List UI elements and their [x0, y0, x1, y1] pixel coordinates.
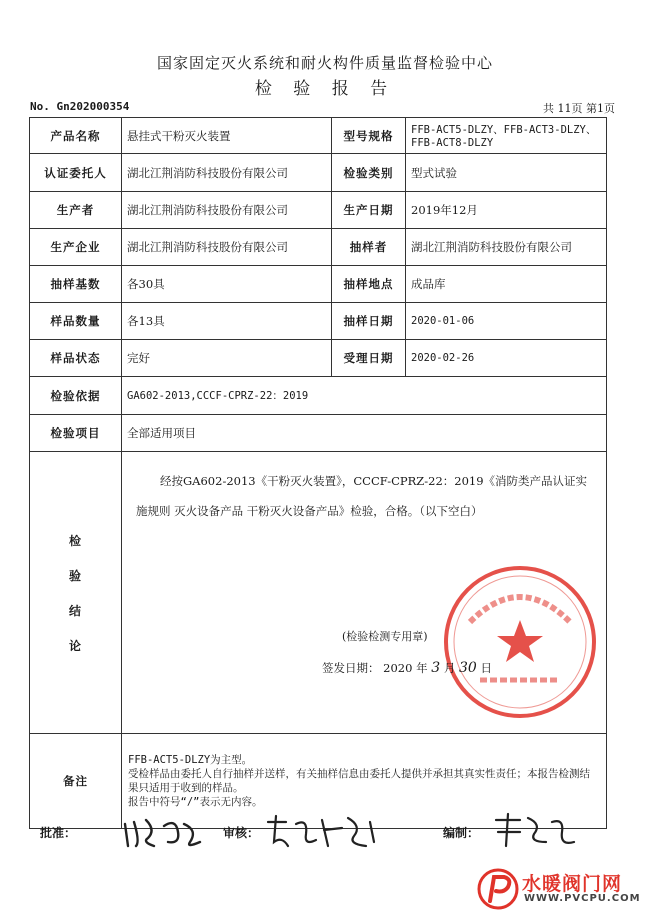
- watermark: [472, 865, 642, 913]
- conclusion-char-3: 结: [68, 603, 82, 618]
- row-conclusion: [30, 452, 607, 734]
- preparer-signature-icon: [490, 812, 580, 852]
- label-basis: 检验依据: [30, 377, 122, 415]
- issue-year-suffix: 年: [416, 661, 428, 675]
- value-basis: GA602-2013,CCCF-CPRZ-22：2019: [122, 377, 607, 415]
- review-label: 审核：: [223, 826, 260, 840]
- org-title: 国家固定灭火系统和耐火构件质量监督检验中心: [156, 54, 493, 72]
- seal-label: (检验检测专用章): [342, 630, 428, 643]
- value-sample-status: 完好: [122, 340, 332, 377]
- label-production-date: 生产日期: [332, 192, 406, 229]
- row-test-items: [30, 415, 607, 452]
- report-title: 检 验 报 告: [254, 79, 396, 99]
- issue-month-suffix: 月: [443, 661, 456, 675]
- watermark-name: 水暖阀门网: [522, 873, 623, 895]
- prepare-label: 编制：: [443, 826, 480, 840]
- value-model: FFB-ACT5-DLZY、FFB-ACT3-DLZY、FFB-ACT8-DLZY: [406, 118, 607, 154]
- label-conclusion: [30, 452, 122, 734]
- conclusion-char-2: 验: [68, 568, 82, 583]
- label-sampling-base: 抽样基数: [30, 266, 122, 303]
- row-product-name: [30, 118, 607, 154]
- label-test-items: 检验项目: [30, 415, 122, 452]
- value-sampling-base: 各30具: [122, 266, 332, 303]
- label-client: 认证委托人: [30, 154, 122, 192]
- value-sampler: 湖北江荆消防科技股份有限公司: [406, 229, 607, 266]
- issue-day: 30: [458, 660, 477, 676]
- row-producer: [30, 192, 607, 229]
- value-test-type: 型式试验: [406, 154, 607, 192]
- watermark-url: WWW.PVCPU.COM: [524, 893, 641, 904]
- issue-day-suffix: 日: [480, 661, 492, 675]
- issue-date: [322, 660, 492, 676]
- row-sample-quantity: [30, 303, 607, 340]
- value-product-name: 悬挂式干粉灭火装置: [122, 118, 332, 154]
- label-sample-quantity: 样品数量: [30, 303, 122, 340]
- conclusion-cell: [122, 452, 607, 734]
- value-production-date: 2019年12月: [406, 192, 607, 229]
- conclusion-char-4: 论: [68, 638, 82, 653]
- label-product-name: 产品名称: [30, 118, 122, 154]
- value-client: 湖北江荆消防科技股份有限公司: [122, 154, 332, 192]
- row-sampling-base: [30, 266, 607, 303]
- issue-year: 2020: [383, 661, 413, 675]
- value-manufacturer: 湖北江荆消防科技股份有限公司: [122, 229, 332, 266]
- label-test-type: 检验类别: [332, 154, 406, 192]
- label-remarks: 备注: [30, 734, 122, 829]
- value-acceptance-date: 2020-02-26: [406, 340, 607, 377]
- report-number: No. Gn202000354: [30, 100, 130, 113]
- remark-line-2: 受检样品由委托人自行抽样并送样，有关抽样信息由委托人提供并承担其真实性责任；本报告检测结果只适用于收到的样品。: [128, 768, 590, 794]
- approver-signature-icon: [120, 812, 210, 852]
- value-test-items: 全部适用项目: [122, 415, 607, 452]
- value-sampling-date: 2020-01-06: [406, 303, 607, 340]
- label-sample-status: 样品状态: [30, 340, 122, 377]
- label-manufacturer: 生产企业: [30, 229, 122, 266]
- label-acceptance-date: 受理日期: [332, 340, 406, 377]
- row-basis: [30, 377, 607, 415]
- watermark-logo-icon: [476, 867, 520, 911]
- label-sampling-place: 抽样地点: [332, 266, 406, 303]
- row-client: [30, 154, 607, 192]
- remark-line-3: 报告中符号“/”表示无内容。: [128, 796, 263, 808]
- remark-line-1: FFB-ACT5-DLZY为主型。: [128, 754, 253, 766]
- official-seal-icon: [440, 562, 600, 722]
- page-info: 共 11页 第1页: [543, 102, 615, 115]
- conclusion-text: 经按GA602-2013《干粉灭火装置》，CCCF-CPRZ-22：2019《消防类产品认证实施规则 灭火设备产品 干粉灭火设备产品》检验，合格。（以下空白）: [136, 474, 588, 518]
- row-sample-status: [30, 340, 607, 377]
- reviewer-signature-icon: [262, 812, 382, 852]
- value-producer: 湖北江荆消防科技股份有限公司: [122, 192, 332, 229]
- conclusion-char-1: 检: [68, 533, 82, 548]
- label-producer: 生产者: [30, 192, 122, 229]
- signature-row: [40, 818, 600, 858]
- value-sampling-place: 成品库: [406, 266, 607, 303]
- label-sampler: 抽样者: [332, 229, 406, 266]
- report-table: [29, 117, 607, 829]
- value-sample-quantity: 各13具: [122, 303, 332, 340]
- issue-month: 3: [431, 660, 441, 676]
- row-manufacturer: [30, 229, 607, 266]
- label-sampling-date: 抽样日期: [332, 303, 406, 340]
- issue-date-label: 签发日期：: [322, 661, 380, 675]
- approve-label: 批准：: [40, 826, 77, 840]
- label-model: 型号规格: [332, 118, 406, 154]
